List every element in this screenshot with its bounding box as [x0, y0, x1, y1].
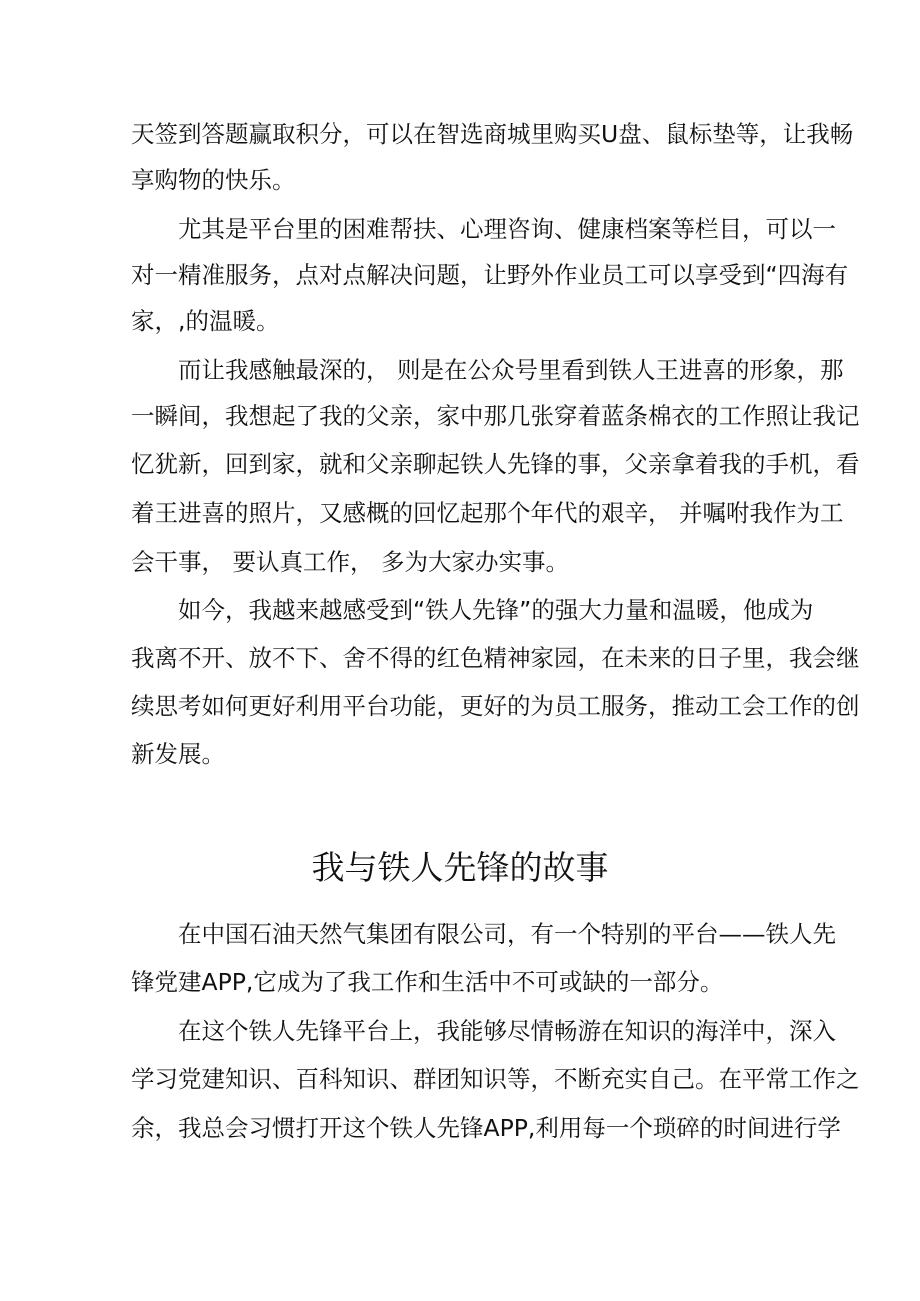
- body-text-line: 新发展。: [131, 740, 225, 768]
- body-text-line: 对一精准服务，点对点解决问题，让野外作业员工可以享受到“四海有: [131, 261, 849, 289]
- body-text-line: 家，,的温暖。: [131, 307, 280, 335]
- body-text-line: 在这个铁人先锋平台上，我能够尽情畅游在知识的海洋中，深入: [178, 1017, 836, 1045]
- body-text-line: 锋党建APP,它成为了我工作和生活中不可或缺的一部分。: [131, 968, 724, 996]
- body-text-line: 一瞬间，我想起了我的父亲，家中那几张穿着蓝条棉衣的工作照让我记: [131, 402, 860, 430]
- body-text-line: 尤其是平台里的困难帮扶、心理咨询、健康档案等栏目，可以一: [178, 215, 836, 243]
- body-text-line: 在中国石油天然气集团有限公司，有一个特别的平台——铁人先: [178, 920, 836, 948]
- body-text-line: 忆犹新，回到家，就和父亲聊起铁人先锋的事，父亲拿着我的手机，看: [131, 450, 860, 478]
- body-text-line: 而让我感触最深的， 则是在公众号里看到铁人王进喜的形象，那: [178, 356, 844, 384]
- body-text-line: 着王进喜的照片，又感概的回忆起那个年代的艰辛， 并嘱咐我作为工: [131, 499, 844, 527]
- body-text-line: 如今，我越来越感受到“铁人先锋”的强大力量和温暖，他成为: [178, 596, 814, 624]
- body-text-line: 学习党建知识、百科知识、群团知识等，不断充实自己。在平常工作之: [131, 1065, 860, 1093]
- body-text-line: 余，我总会习惯打开这个铁人先锋APP,利用每一个琐碎的时间进行学: [131, 1114, 841, 1142]
- body-text-line: 会干事， 要认真工作， 多为大家办实事。: [131, 548, 569, 576]
- section-title: 我与铁人先锋的故事: [311, 848, 609, 887]
- body-text-line: 享购物的快乐。: [131, 166, 296, 194]
- body-text-line: 我离不开、放不下、舍不得的红色精神家园，在未来的日子里，我会继: [131, 644, 860, 672]
- body-text-line: 续思考如何更好利用平台功能，更好的为员工服务，推动工会工作的创: [131, 692, 860, 720]
- body-text-line: 天签到答题赢取积分，可以在智选商城里购买U盘、鼠标垫等，让我畅: [131, 120, 854, 148]
